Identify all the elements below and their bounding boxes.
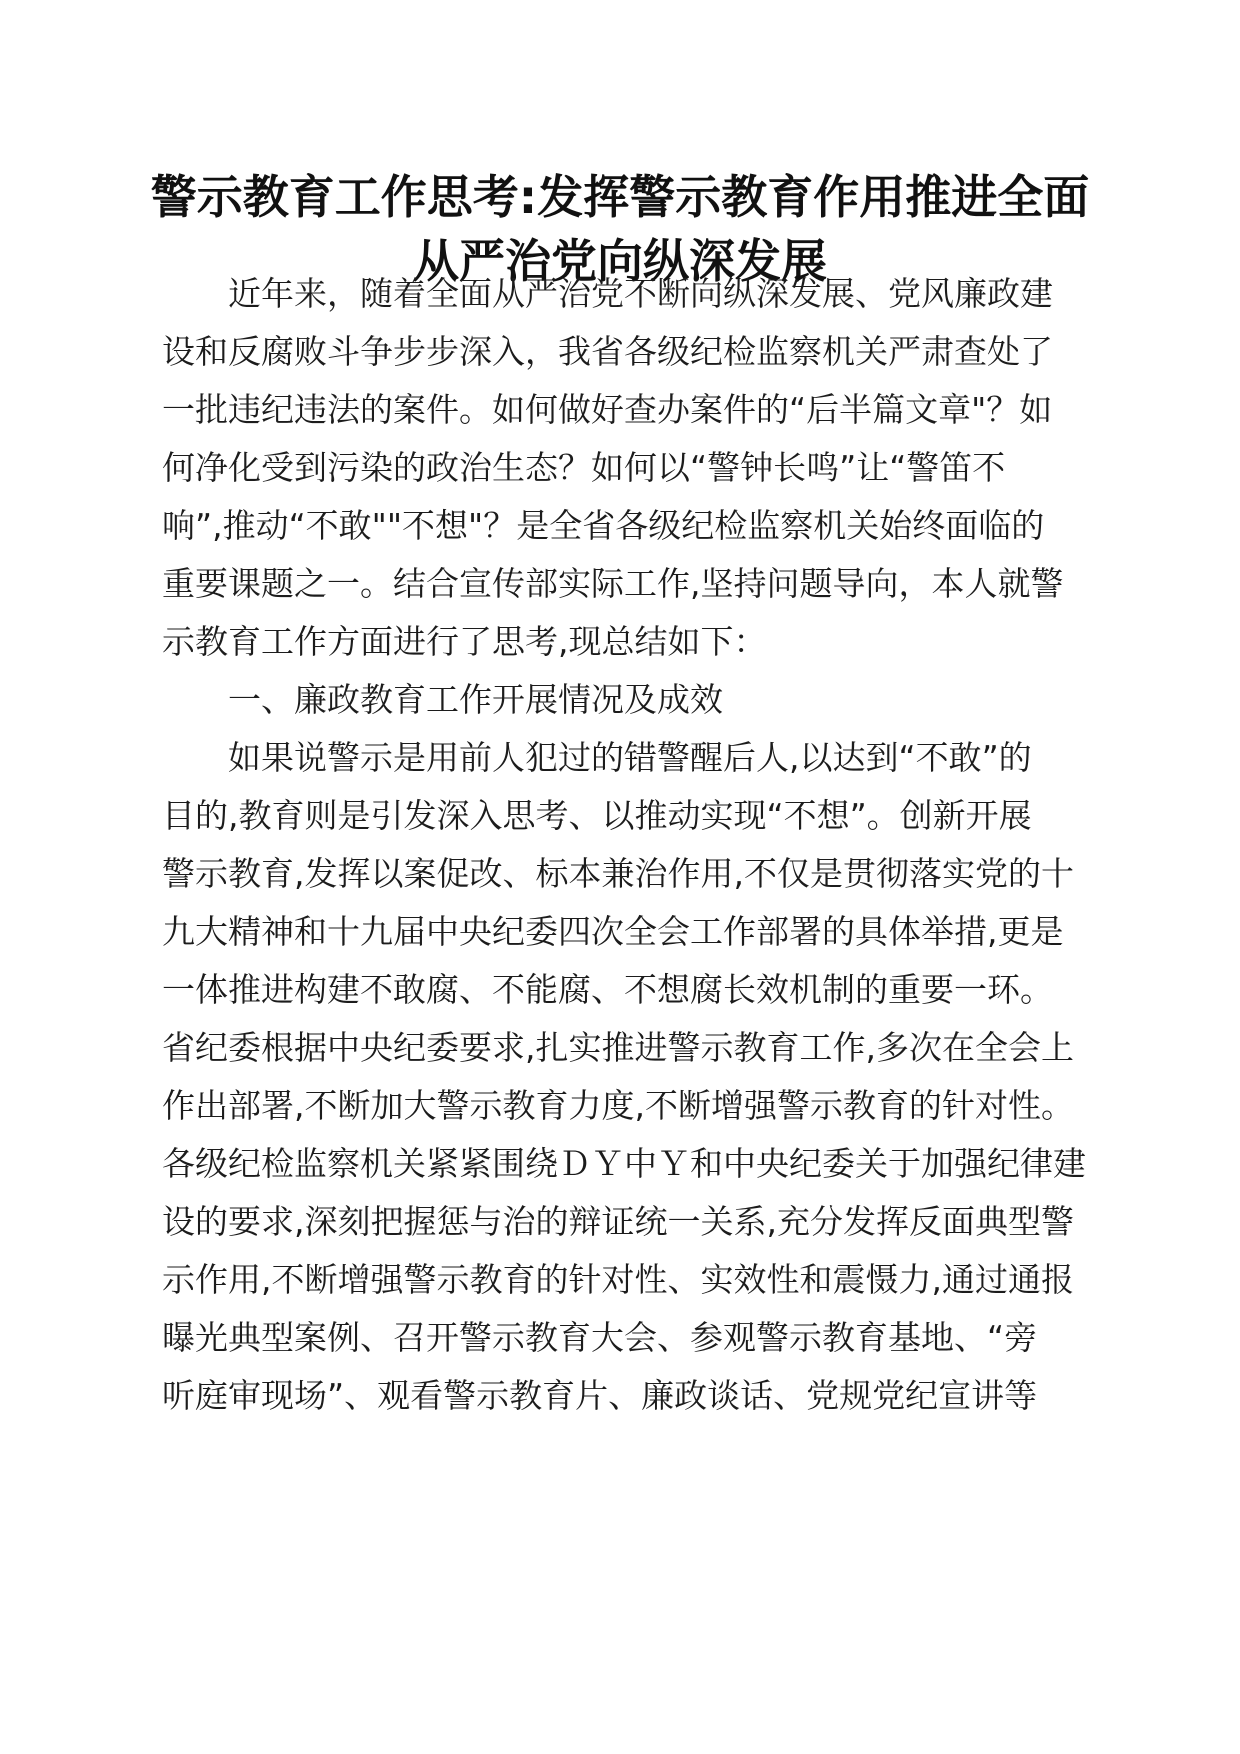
body-line-17: 设的要求,深刻把握惩与治的辩证统一关系,充分发挥反面典型警 xyxy=(162,1202,1074,1241)
body-line-11: 警示教育,发挥以案促改、标本兼治作用,不仅是贯彻落实党的十 xyxy=(162,854,1074,893)
body-line-16: 各级纪检监察机关紧紧围绕ＤＹ中Ｙ和中央纪委关于加强纪律建 xyxy=(162,1144,1086,1183)
body-line-15: 作出部署,不断加大警示教育力度,不断增强警示教育的针对性。 xyxy=(162,1086,1074,1125)
document-title-line-1: 警示教育工作思考:发挥警示教育作用推进全面 xyxy=(150,170,1090,224)
body-line-12: 九大精神和十九届中央纪委四次全会工作部署的具体举措,更是 xyxy=(162,912,1064,951)
body-line-9: 如果说警示是用前人犯过的错警醒后人,以达到“不敢”的 xyxy=(228,738,1032,777)
body-line-19: 曝光典型案例、召开警示教育大会、参观警示教育基地、“旁 xyxy=(162,1318,1038,1357)
body-line-3: 一批违纪违法的案件。如何做好查办案件的“后半篇文章"？如 xyxy=(162,390,1053,429)
body-line-10: 目的,教育则是引发深入思考、以推动实现“不想”。创新开展 xyxy=(162,796,1032,835)
body-line-6: 重要课题之一。结合宣传部实际工作,坚持问题导向，本人就警 xyxy=(162,564,1064,603)
body-line-18: 示作用,不断增强警示教育的针对性、实效性和震慑力,通过通报 xyxy=(162,1260,1074,1299)
document-title-line-2: 从严治党向纵深发展 xyxy=(413,234,827,288)
body-line-1: 近年来，随着全面从严治党不断向纵深发展、党风廉政建 xyxy=(228,274,1053,313)
body-line-13: 一体推进构建不敢腐、不能腐、不想腐长效机制的重要一环。 xyxy=(162,970,1053,1009)
body-line-14: 省纪委根据中央纪委要求,扎实推进警示教育工作,多次在全会上 xyxy=(162,1028,1074,1067)
body-line-5: 响”,推动“不敢""不想"？是全省各级纪检监察机关始终面临的 xyxy=(162,506,1045,545)
body-line-20: 听庭审现场”、观看警示教育片、廉政谈话、党规党纪宣讲等 xyxy=(162,1376,1038,1415)
body-line-7: 示教育工作方面进行了思考,现总结如下： xyxy=(162,622,767,661)
body-line-2: 设和反腐败斗争步步深入，我省各级纪检监察机关严肃查处了 xyxy=(162,332,1053,371)
section-heading: 一、廉政教育工作开展情况及成效 xyxy=(228,680,723,719)
body-line-4: 何净化受到污染的政治生态？如何以“警钟长鸣”让“警笛不 xyxy=(162,448,1006,487)
